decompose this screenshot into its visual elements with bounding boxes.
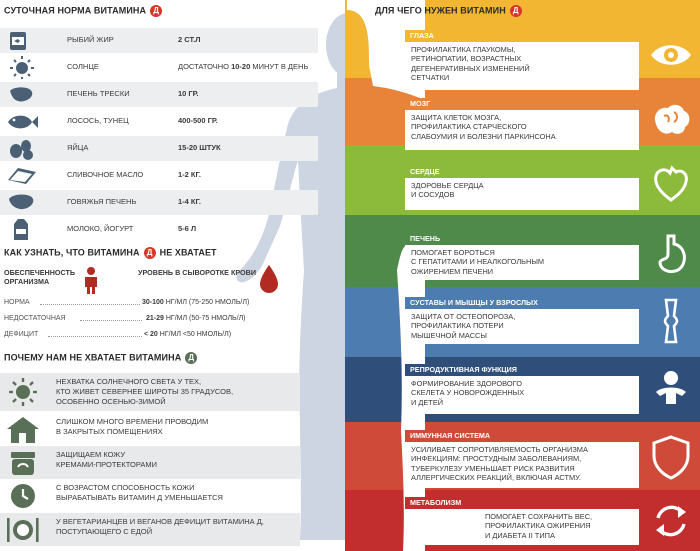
daily-row-name: МОЛОКО, ЙОГУРТ	[67, 224, 134, 233]
vitamin-d-badge: Д	[144, 247, 156, 259]
eye-icon	[648, 32, 694, 78]
daily-amount-pre: ДОСТАТОЧНО	[178, 62, 232, 71]
why-line: ВЫРАБАТЫВАТЬ ВИТАМИН Д УМЕНЬШАЕТСЯ	[56, 493, 223, 502]
lack-row-value	[144, 331, 231, 338]
card-title: ПЕЧЕНЬ	[405, 233, 639, 245]
card-description	[411, 445, 635, 483]
card-line: И СОСУДОВ	[411, 190, 455, 200]
daily-row-name: РЫБИЙ ЖИР	[67, 35, 114, 44]
clock-icon	[5, 481, 41, 510]
why-row-text	[56, 483, 223, 503]
lack-row-norm	[4, 299, 299, 309]
why-row-text	[56, 417, 208, 437]
card-line: УСИЛИВАЕТ СОПРОТИВЛЯЕМОСТЬ ОРГАНИЗМА	[411, 445, 588, 454]
daily-row-amount: 400-500 ГР.	[178, 116, 218, 125]
vitamin-d-badge: Д	[510, 5, 522, 17]
card-description	[411, 248, 635, 276]
heart-icon	[648, 160, 694, 206]
daily-row-name: ПЕЧЕНЬ ТРЕСКИ	[67, 89, 130, 98]
card-title: СЕРДЦЕ	[405, 166, 639, 178]
card-title: МОЗГ	[405, 98, 639, 110]
why-row-cream	[0, 446, 300, 479]
card-line: ПОМОГАЕТ БОРОТЬСЯ	[411, 248, 495, 257]
why-line: КРЕМАМИ-ПРОТЕКТОРАМИ	[56, 460, 157, 469]
why-row-text	[56, 517, 264, 537]
eggs-icon	[4, 137, 40, 160]
card-title: МЕТАБОЛИЗМ	[405, 497, 639, 509]
why-row-sun	[0, 373, 300, 411]
daily-row-butter	[0, 163, 318, 188]
card-metab	[405, 497, 639, 545]
dotted-leader	[40, 304, 140, 305]
baby-icon	[648, 366, 694, 412]
daily-row-cod-liver	[0, 82, 318, 107]
card-line: ОЖИРЕНИЕМ ПЕЧЕНИ	[411, 266, 494, 276]
sun-icon	[4, 56, 40, 79]
why-title	[4, 352, 197, 364]
why-title-text: ПОЧЕМУ НАМ НЕ ХВАТАЕТ ВИТАМИНА	[4, 352, 182, 363]
sun-icon	[5, 377, 41, 406]
cycle-arrows-icon	[648, 498, 694, 544]
card-line: ПРОФИЛАКТИКА ОЖИРЕНИЯ	[485, 521, 591, 531]
card-title: ГЛАЗА	[405, 30, 639, 42]
bone-joint-icon	[648, 298, 694, 344]
cod-liver-icon	[4, 83, 40, 106]
daily-row-beef-liver	[0, 190, 318, 215]
lack-row-value-bold: < 20	[144, 331, 158, 338]
daily-row-amount: 5-6 Л	[178, 224, 197, 233]
dotted-leader	[80, 320, 142, 321]
daily-amount-post: МИНУТ В ДЕНЬ	[250, 62, 309, 71]
lack-row-value-rest: НГ/МЛ (75-250 НМОЛЬ/Л)	[163, 299, 250, 306]
card-line: И ДЕТЕЙ	[411, 397, 444, 407]
card-line: ЗАЩИТА ОТ ОСТЕОПОРОЗА,	[411, 312, 516, 321]
lack-row-label: НОРМА	[4, 299, 30, 306]
lack-row-value-rest: НГ/МЛ <50 НМОЛЬ/Л)	[157, 331, 232, 338]
daily-row-fish	[0, 109, 318, 134]
lack-row-value-rest: НГ/МЛ (50-75 НМОЛЬ/Л)	[163, 315, 246, 322]
fish-oil-jar-icon	[4, 29, 40, 52]
lack-row-value-bold: 30-100	[142, 299, 164, 306]
why-line: В ЗАКРЫТЫХ ПОМЕЩЕНИЯХ	[56, 427, 163, 436]
daily-row-amount	[178, 62, 308, 71]
why-row-house	[0, 413, 300, 446]
card-line: СЛАБОУМИЯ И БОЛЕЗНИ ПАРКИНСОНА	[411, 131, 556, 141]
plate-cutlery-icon	[5, 515, 41, 544]
dotted-leader	[48, 336, 142, 337]
stomach-liver-icon	[648, 232, 694, 278]
lack-title-pre: КАК УЗНАТЬ, ЧТО ВИТАМИНА	[4, 247, 140, 258]
card-line: СЕТЧАТКИ	[411, 73, 450, 83]
lack-col1-header: ОБЕСПЕЧЕННОСТЬ ОРГАНИЗМА	[4, 268, 76, 286]
card-line: ПРОФИЛАКТИКА ГЛАУКОМЫ,	[411, 45, 516, 54]
daily-row-amount: 1-2 КГ.	[178, 170, 201, 179]
cream-jar-icon	[5, 448, 41, 477]
daily-row-name: ГОВЯЖЬЯ ПЕЧЕНЬ	[67, 197, 137, 206]
daily-row-amount: 10 ГР.	[178, 89, 199, 98]
shield-icon	[648, 434, 694, 480]
why-row-clock	[0, 479, 300, 512]
card-description	[411, 312, 635, 340]
brain-icon	[648, 98, 694, 144]
lack-row-value-bold: 21-29	[146, 315, 164, 322]
person-icon	[82, 266, 100, 294]
house-icon	[5, 415, 41, 444]
card-line: АЛЛЕРГИЧЕСКИХ РЕАКЦИЙ, ВКЛЮЧАЯ АСТМУ.	[411, 473, 581, 483]
why-row-vegan	[0, 513, 300, 546]
lack-row-insufficient	[4, 315, 299, 325]
lack-row-value	[142, 299, 249, 306]
daily-row-eggs	[0, 136, 318, 161]
card-line: С ГЕПАТИТАМИ И НЕАЛКОГОЛЬНЫМ	[411, 257, 545, 267]
lack-row-label: ДЕФИЦИТ	[4, 331, 39, 338]
card-title: РЕПРОДУКТИВНАЯ ФУНКЦИЯ	[405, 364, 639, 376]
daily-row-name: СОЛНЦЕ	[67, 62, 99, 71]
card-line: РЕТИНОПАТИИ, ВОЗРАСТНЫХ	[411, 54, 522, 64]
vitamin-d-badge: Д	[185, 352, 197, 364]
card-line: ПРОФИЛАКТИКА ПОТЕРИ	[411, 321, 504, 331]
card-joints	[405, 297, 639, 344]
why-line: ПОСТУПАЮЩЕГО С ЕДОЙ	[56, 527, 153, 536]
card-line: ДЕГЕНЕРАТИВНЫХ ИЗМЕНЕНИЙ	[411, 63, 530, 73]
daily-row-milk	[0, 217, 318, 242]
butter-icon	[4, 164, 40, 187]
lack-col2-header: УРОВЕНЬ В СЫВОРОТКЕ КРОВИ	[138, 268, 257, 277]
card-immune	[405, 430, 639, 488]
why-row-text	[56, 377, 233, 407]
card-liver	[405, 233, 639, 280]
daily-amount-bold: 10-20	[231, 62, 251, 71]
beef-liver-icon	[4, 191, 40, 214]
why-row-text	[56, 450, 157, 470]
daily-row-fish-oil	[0, 28, 318, 53]
card-title: ИММУННАЯ СИСТЕМА	[405, 430, 639, 442]
lack-row-value	[146, 315, 246, 322]
card-description	[411, 113, 635, 141]
why-line: ОСОБЕННО ОСЕНЬЮ-ЗИМОЙ	[56, 397, 166, 406]
why-line: У ВЕГЕТАРИАНЦЕВ И ВЕГАНОВ ДЕФИЦИТ ВИТАМИНА Д,	[56, 517, 264, 526]
why-line: С ВОЗРАСТОМ СПОСОБНОСТЬ КОЖИ	[56, 483, 195, 492]
blood-drop-icon	[258, 264, 280, 294]
card-line: И ДИАБЕТА II ТИПА	[485, 530, 555, 540]
card-line: ПОМОГАЕТ СОХРАНИТЬ ВЕС,	[485, 512, 593, 521]
daily-row-amount: 1-4 КГ.	[178, 197, 201, 206]
lack-title	[4, 247, 217, 259]
lack-row-deficit	[4, 331, 299, 341]
card-repro	[405, 364, 639, 414]
why-line: ЗАЩИЩАЕМ КОЖУ	[56, 450, 126, 459]
card-line: ЗДОРОВЬЕ СЕРДЦА	[411, 181, 484, 190]
card-description	[411, 181, 635, 200]
daily-row-name: ЛОСОСЬ, ТУНЕЦ	[67, 116, 129, 125]
card-line: ФОРМИРОВАНИЕ ЗДОРОВОГО	[411, 379, 522, 388]
daily-norm-title	[4, 5, 162, 17]
vitamin-d-badge: Д	[150, 5, 162, 17]
card-line: ЗАЩИТА КЛЕТОК МОЗГА,	[411, 113, 502, 122]
fish-icon	[4, 110, 40, 133]
card-description	[411, 379, 635, 407]
why-line: СЛИШКОМ МНОГО ВРЕМЕНИ ПРОВОДИМ	[56, 417, 209, 426]
daily-row-amount: 15-20 ШТУК	[178, 143, 221, 152]
need-title-text: ДЛЯ ЧЕГО НУЖЕН ВИТАМИН	[375, 5, 506, 16]
card-heart	[405, 166, 639, 210]
daily-row-sun	[0, 55, 318, 80]
daily-row-name: СЛИВОЧНОЕ МАСЛО	[67, 170, 144, 179]
card-eyes	[405, 30, 639, 90]
card-line: ИНФЕКЦИЯМ: ПРОСТУДНЫМ ЗАБОЛЕВАНИЯМ,	[411, 454, 582, 464]
why-line: НЕХВАТКА СОЛНЕЧНОГО СВЕТА У ТЕХ,	[56, 377, 202, 386]
card-title: СУСТАВЫ И МЫШЦЫ У ВЗРОСЛЫХ	[405, 297, 639, 309]
daily-row-name: ЯЙЦА	[67, 143, 89, 152]
card-brain	[405, 98, 639, 150]
card-description	[411, 45, 635, 83]
lack-row-label: НЕДОСТАТОЧНАЯ	[4, 315, 66, 322]
need-title	[375, 5, 522, 17]
card-line: ТУБЕРКУЛЕЗУ УМЕНЬШАЕТ РИСК РАЗВИТИЯ	[411, 463, 575, 473]
why-line: КТО ЖИВЕТ СЕВЕРНЕЕ ШИРОТЫ 35 ГРАДУСОВ,	[56, 387, 234, 396]
card-line: МЫШЕЧНОЙ МАССЫ	[411, 330, 487, 340]
card-line: СКЕЛЕТА У НОВОРОЖДЕННЫХ	[411, 388, 525, 398]
daily-row-amount: 2 СТ.Л	[178, 35, 201, 44]
milk-icon	[4, 218, 40, 241]
daily-norm-title-text: СУТОЧНАЯ НОРМА ВИТАМИНА	[4, 5, 147, 16]
lack-title-post: НЕ ХВАТАЕТ	[159, 247, 217, 258]
card-line: ПРОФИЛАКТИКА СТАРЧЕСКОГО	[411, 122, 527, 132]
